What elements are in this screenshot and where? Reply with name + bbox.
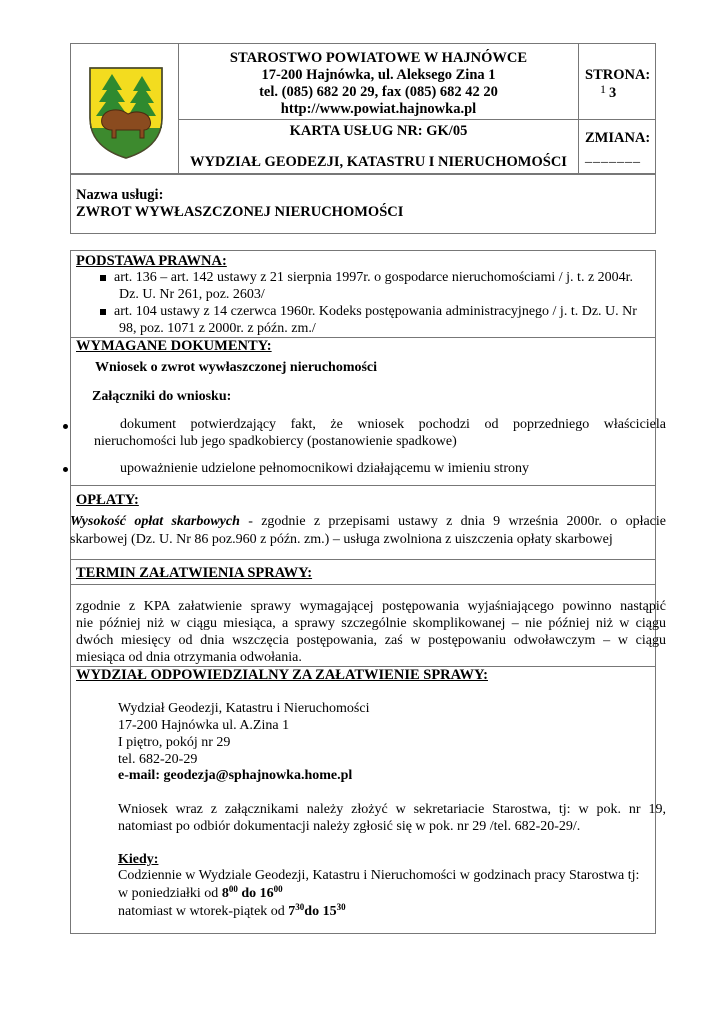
page-current: 1: [600, 82, 606, 96]
fees-title: OPŁATY:: [76, 492, 139, 508]
documents-title: WYMAGANE DOKUMENTY:: [76, 338, 272, 354]
submission-line-1: Wniosek wraz z załącznikami należy złożyć w sekretariacie Starostwa, tj: w pok. nr 19,: [118, 802, 666, 817]
submission-line-2: natomiast po odbiór dokumentacji należy zgłosić się w pok. nr 29 /tel. 682-20-29/.: [118, 819, 581, 834]
card-number: KARTA USŁUG NR: GK/05: [289, 123, 468, 139]
legal-item-2: art. 104 ustawy z 14 czerwca 1960r. Kodeks postępowania administracyjnego / j. t. Dz. U. Nr 98, poz. 1071 z 2000r. z późn. zm./: [100, 303, 660, 337]
deadline-title: TERMIN ZAŁATWIENIA SPRAWY:: [76, 565, 313, 581]
responsible-address: 17-200 Hajnówka ul. A.Zina 1: [118, 718, 290, 733]
attachment-1-line1: dokument potwierdzający fakt, że wniosek pochodzi od poprzedniego właściciela: [120, 417, 666, 432]
attachment-1-line2: nieruchomości lub jego spadkobiercy (postanowienie spadkowe): [94, 434, 457, 449]
fees-line-2: skarbowej (Dz. U. Nr 86 poz.960 z późn. zm.) – usługa zwolniona z uiszczenia opłaty skarbowej: [70, 532, 613, 547]
header-divider-horizontal: [178, 119, 656, 120]
legal-basis-title: PODSTAWA PRAWNA:: [76, 253, 227, 269]
divider-fees: [70, 559, 656, 560]
page-total: 3: [609, 85, 617, 101]
responsible-room: I piętro, pokój nr 29: [118, 735, 231, 750]
application-name: Wniosek o zwrot wywłaszczonej nieruchomości: [95, 360, 378, 375]
office-phone-fax: tel. (085) 682 20 29, fax (085) 682 42 20: [259, 84, 498, 100]
responsible-email: e-mail: geodezja@sphajnowka.home.pl: [118, 768, 353, 783]
office-address: 17-200 Hajnówka, ul. Aleksego Zina 1: [261, 67, 496, 83]
office-website: http://www.powiat.hajnowka.pl: [280, 101, 477, 117]
attachments-label: Załączniki do wniosku:: [92, 389, 232, 404]
square-bullet-icon: [100, 309, 106, 315]
change-label: ZMIANA:: [585, 130, 651, 146]
responsible-title: WYDZIAŁ ODPOWIEDZIALNY ZA ZAŁATWIENIE SPRAWY:: [76, 667, 488, 683]
deadline-line-3: dwóch miesięcy od dnia wszczęcia postępowania, zaś w postępowaniu odwoławczym – w ciągu: [76, 633, 666, 648]
page-label: STRONA:: [585, 67, 651, 83]
responsible-phone: tel. 682-20-29: [118, 752, 198, 767]
deadline-line-2: nie później niż w ciągu miesiąca, a sprawy szczególnie skomplikowanej – nie później niż w ciągu: [76, 616, 666, 631]
square-bullet-icon: [100, 275, 106, 281]
coat-of-arms-logo: [88, 66, 164, 160]
change-value: _______: [585, 150, 641, 165]
responsible-dept: Wydział Geodezji, Katastru i Nieruchomości: [118, 701, 370, 716]
bullet-icon: [63, 467, 68, 472]
deadline-line-1: zgodnie z KPA załatwienie sprawy wymagającej postępowania wyjaśniającego powinno nastąpić: [76, 599, 666, 614]
bullet-icon: [63, 424, 68, 429]
deadline-line-4: miesiąca od dnia otrzymania odwołania.: [76, 650, 302, 665]
service-name: ZWROT WYWŁASZCZONEJ NIERUCHOMOŚCI: [76, 204, 404, 220]
hours-monday: w poniedziałki od $8^{00}$ do $16^{00}$: [118, 884, 283, 901]
divider-deadline: [70, 584, 656, 585]
office-name: STAROSTWO POWIATOWE W HAJNÓWCE: [229, 50, 528, 66]
header-divider-vertical-right: [578, 43, 579, 174]
fees-line-1: Wysokość opłat skarbowych - zgodnie z przepisami ustawy z dnia 9 września 2000r. o opłacie: [70, 514, 666, 529]
legal-item-1: art. 136 – art. 142 ustawy z 21 sierpnia 1997r. o gospodarce nieruchomościami / j. t. z 2004r. Dz. U. Nr 261, poz. 2603/: [100, 269, 660, 303]
when-label: Kiedy:: [118, 852, 159, 867]
divider-documents: [70, 485, 656, 486]
when-line-1: Codziennie w Wydziale Geodezji, Katastru i Nieruchomości w godzinach pracy Starostwa tj:: [118, 868, 640, 883]
hours-tuesday-friday: natomiast w wtorek-piątek od $7^{30}do$ $15^{30}$: [118, 902, 346, 919]
department-name: WYDZIAŁ GEODEZJI, KATASTRU I NIERUCHOMOŚCI: [190, 154, 567, 170]
attachment-2: upoważnienie udzielone pełnomocnikowi działającemu w imieniu strony: [120, 461, 529, 476]
service-label: Nazwa usługi:: [76, 187, 164, 203]
